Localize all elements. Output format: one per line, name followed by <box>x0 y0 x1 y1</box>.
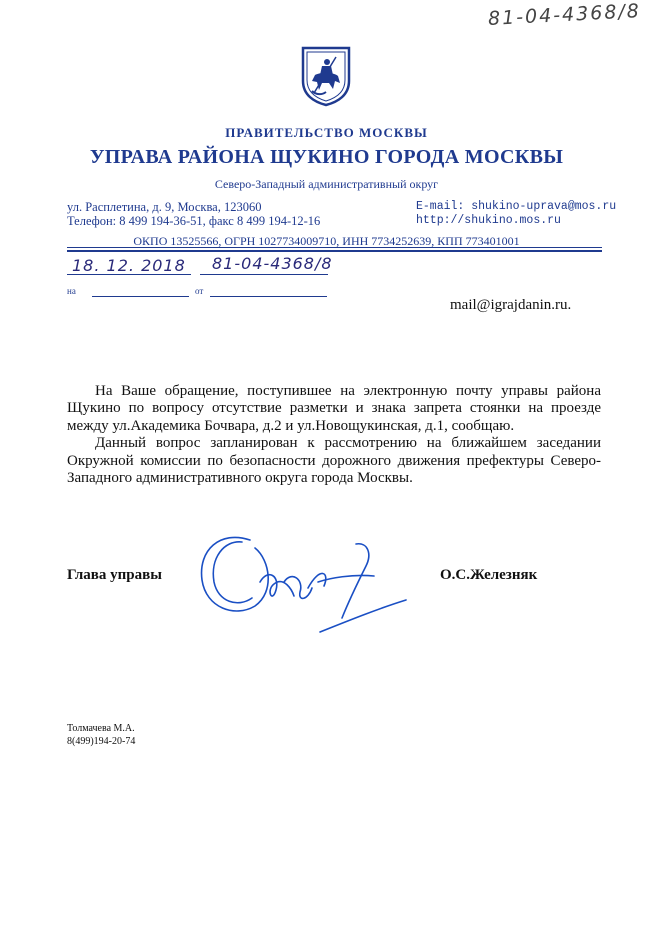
executor-name: Толмачева М.А. <box>67 723 135 734</box>
registration-codes: ОКПО 13525566, ОГРН 1027734009710, ИНН 7734252639, КПП 773401001 <box>133 234 520 248</box>
okrug-subtitle: Северо-Западный административный округ <box>214 177 439 191</box>
incoming-number: 81-04-4368/8 <box>487 0 642 30</box>
letter-body <box>67 383 601 487</box>
date-underline <box>67 274 191 275</box>
executor-phone: 8(499)194-20-74 <box>67 736 136 747</box>
phone-line: Телефон: 8 499 194-36-51, факс 8 499 194-12-16 <box>67 214 321 228</box>
outgoing-date: 18. 12. 2018 <box>72 256 186 275</box>
redacted-area <box>222 340 522 366</box>
email-line: E-mail: shukino-uprava@mos.ru <box>416 200 617 213</box>
website-line: http://shukino.mos.ru <box>416 214 561 227</box>
signatory-title: Глава управы <box>67 567 162 583</box>
header-rule-thin <box>67 247 602 248</box>
organization-title: УПРАВА РАЙОНА ЩУКИНО ГОРОДА МОСКВЫ <box>89 146 564 168</box>
address-block <box>67 200 320 228</box>
moscow-coat-of-arms-icon <box>300 45 352 107</box>
body-paragraph: Данный вопрос запланирован к рассмотрению на ближайшем заседании Окружной комиссии по безопасности дорожного движения префектуры Северо-Западного административного округа города Москвы. <box>67 435 601 487</box>
number-underline <box>200 274 328 275</box>
body-paragraph: На Ваше обращение, поступившее на электронную почту управы района Щукино по вопросу отсутствие разметки и знака запрета стоянки на проезде между ул.Академика Бочвара, д.2 и ул.Новощукинская, д.1, сообщаю. <box>67 383 601 434</box>
contact-block <box>416 200 616 228</box>
header-rule-thick <box>67 250 602 252</box>
na-line <box>92 296 189 297</box>
outgoing-number: 81-04-4368/8 <box>212 254 333 273</box>
address-line: ул. Расплетина, д. 9, Москва, 123060 <box>67 200 262 214</box>
recipient-email: mail@igrajdanin.ru. <box>450 297 572 313</box>
executor-block <box>67 722 135 748</box>
na-label: на <box>67 286 76 296</box>
ot-line <box>210 296 327 297</box>
ot-label: от <box>195 286 204 296</box>
handwritten-signature <box>180 520 430 640</box>
government-heading: ПРАВИТЕЛЬСТВО МОСКВЫ <box>225 125 428 140</box>
signatory-name: О.С.Железняк <box>440 567 538 583</box>
